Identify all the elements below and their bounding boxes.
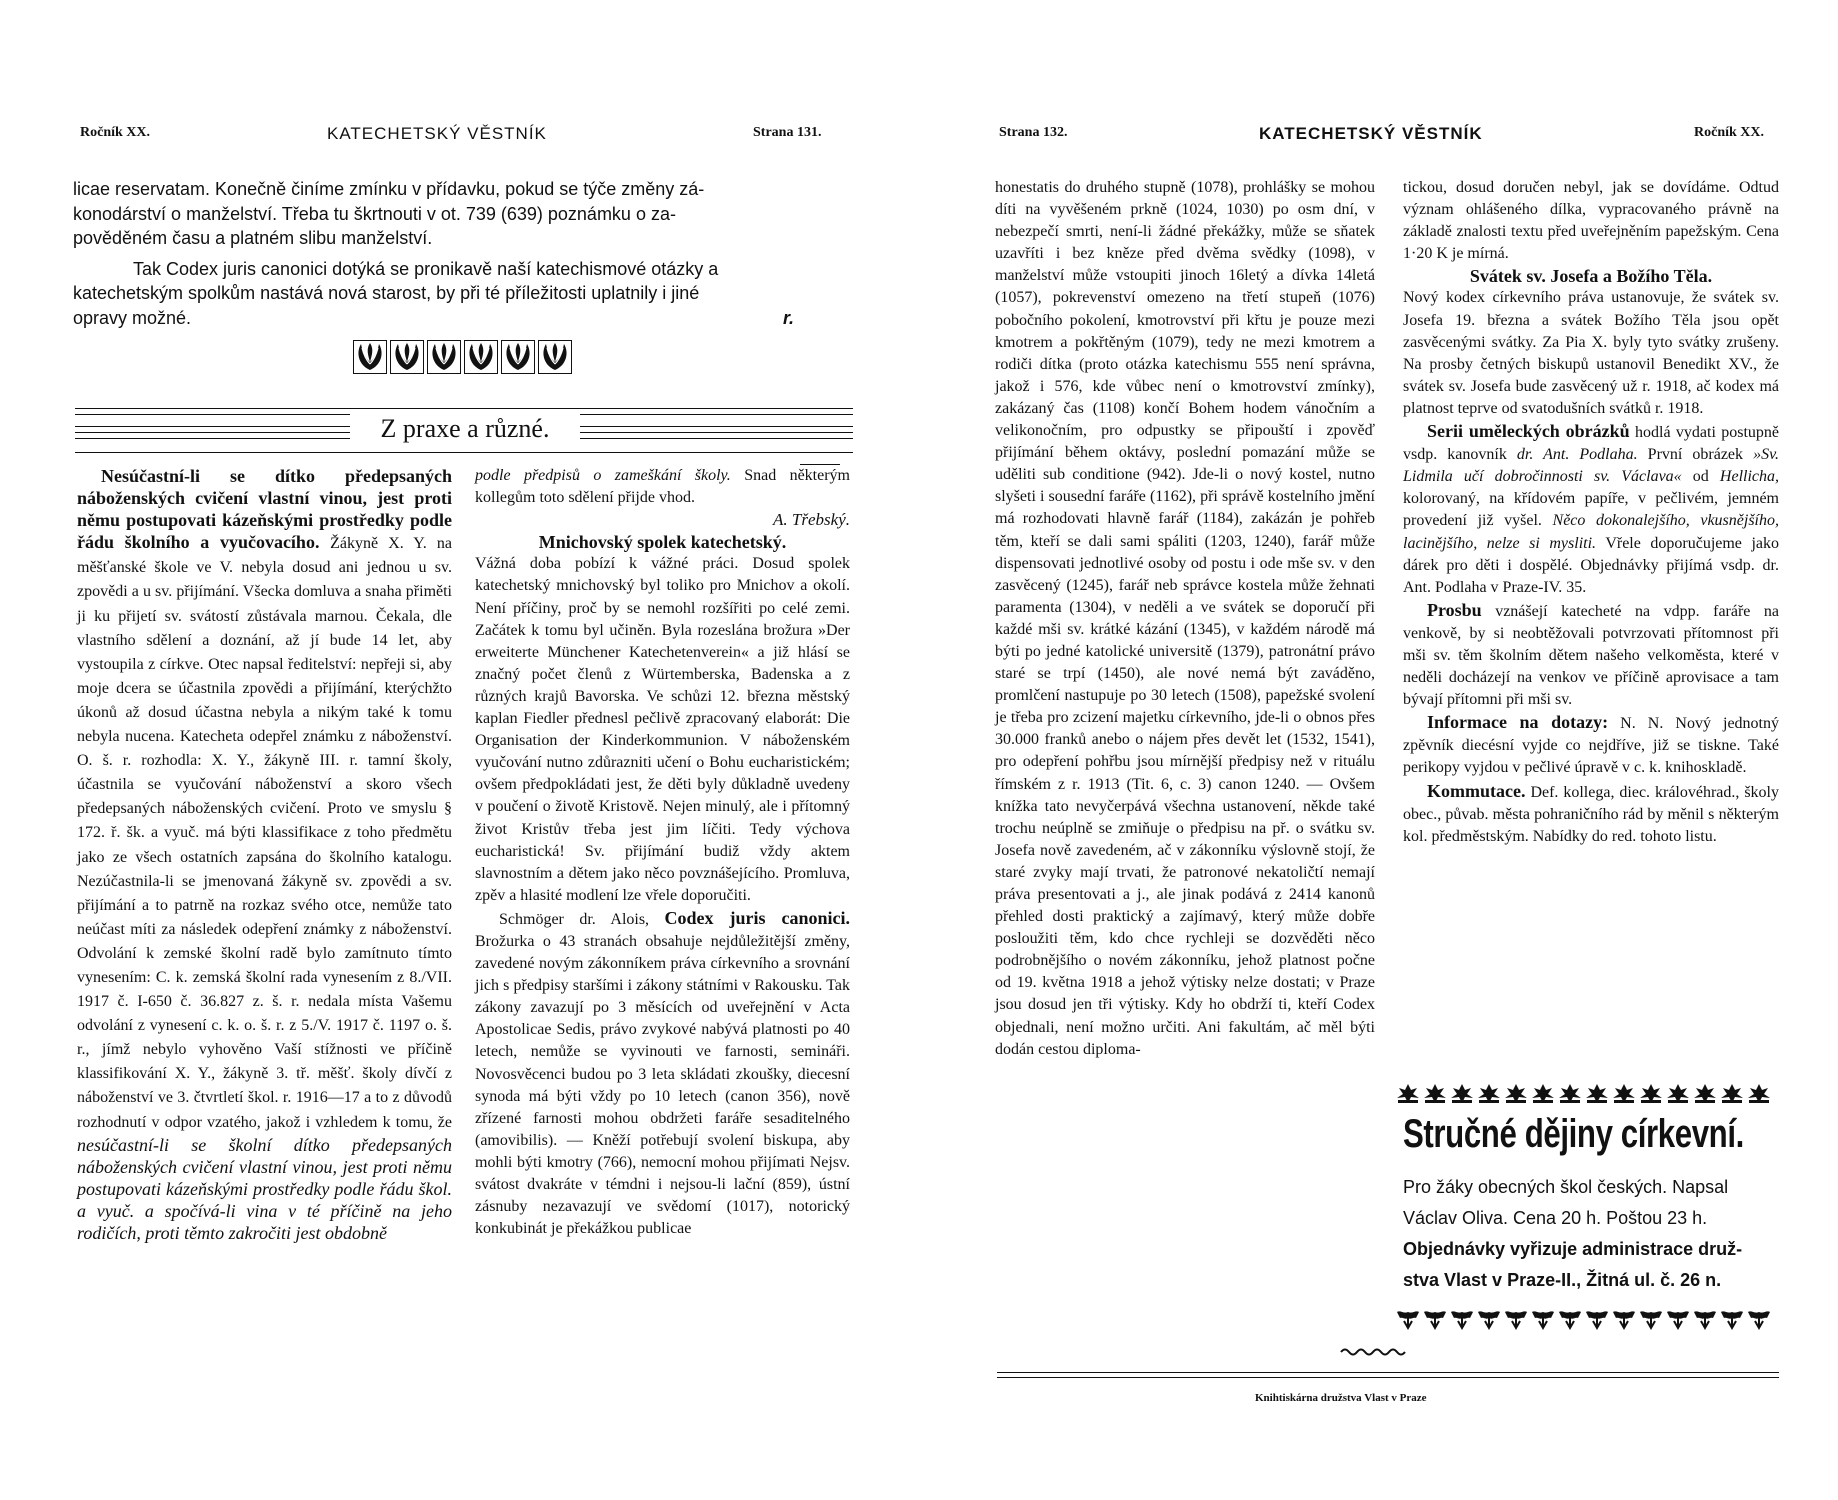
page-number: Strana 132. (999, 125, 1068, 140)
heading-serii: Serii uměleckých obrázků (1427, 421, 1630, 442)
ad-title: Stručné dějiny církevní. (1403, 1112, 1744, 1156)
left-column-2: podle předpisů o zameškání školy. Snad některým kollegům toto sdělení přijde vhod. A. Třebský. Mnichovský spolek katechetský. Vážná doba pobízí k vážné práci. Dosud spolek katechetský mnichovský byl toliko pro Mnichov a okolí. Není příčiny, proč by se nemohl rozšířiti po celé zemi. Začátek k tomu byl učiněn. Byla rozeslána brožura »Der erweiterte Münchener Katechetenverein« a již hlásí se značný počet členů z Würtemberska, Badenska a z různých krajů Bavorska. Ve schůzi 12. března městský kaplan Fiedler přednesl pečlivě zpracovaný elaborát: Die Organisation der Kinderkommunion. V náboženském vyučování nutno zdůrazniti učení o Bohu eucharistickém; ovšem předpokládati jest, že děti byly důkladně uvedeny v poučení o životě Kristově. Nejen minulý, ale i přítomný život Kristův třeba jest jim líčiti. Tedy výchova eucharistická! Sv. přijímání budiž vždy aktem slavnostním a dětem jako něco povznášejícího. Promluva, zpěv a hlasité modlení lze vřele doporučiti. Schmöger dr. Alois, Codex juris canonici. Brožurka o 43 stranách obsahuje nejdůležitější změny, zavedené novým zákonníkem práva církevního a srovnání jich s předpisy staršími i zákony státními v Rakousku. Tak zákony zavazují po 3 měsících od uveřejnění v Acta Apostolicae Sedis, právo zvykové nabývá platnosti po 40 letech, nemůže se vyvinouti ve farnosti, semináři. Novosvěcenci budou po 3 leta skládati zkoušky, diecesní synoda má býti vždy po 10 letech (canon 356), nově zřízené farnosti mohou obdržeti faráře sesaditelného (amovibilis). — Kněží potřebují svolení biskupa, aby mohli býti kmotry (766), nemocní mohou přijímati Nejsv. svátost dvakráte v témdni i nejsou-li lační (859), ústní zásnuby nezavazují ve svědomí (1017), notorický konkubinát je překážkou publicae (475, 467, 851, 1238)
article-heading-2: Mnichovský spolek katechetský. (538, 532, 787, 553)
end-flourish (1339, 1344, 1409, 1362)
ad-description: Pro žáky obecných škol českých. Napsal Václav Oliva. Cena 20 h. Poštou 23 h. (1403, 1177, 1729, 1228)
section-rule-top-1 (75, 408, 853, 409)
ornament-divider (353, 340, 573, 379)
ad-order-info: Objednávky vyřizuje administrace druž- stva Vlast v Praze-II., Žitná ul. č. 26 n. (1403, 1239, 1743, 1290)
heading-informace: Informace na dotazy: (1427, 712, 1609, 733)
heading-svatek: Svátek sv. Josefa a Božího Těla. (1469, 266, 1713, 287)
journal-title: KATECHETSKÝ VĚSTNÍK (327, 124, 547, 143)
article-heading-1: Nesúčastní-li se dítko předepsaných náboženských cvičení vlastní vinou, jest proti němu postupovati kázeňskými prostředky podle řádu školního a vyučovacího. Žákyně X. Y. na měšťanské škole ve V. nebyla dosud ani jednou u sv. zpovědi a u sv. přijímání. Všecka domluva a snaha přiměti ji ku přijetí sv. svátostí zůstávala marnou. Čekala, dle vlastního sdělení a doznání, až jí bude 14 let, aby vystoupila z církve. Otec napsal ředitelství: nepřeji si, aby moje dcera se účastnila zpovědi a přijímání, kterýchžto úkonů až dosud účastna nebyla a nikým také k tomu nebyla nucena. Katecheta odepřel známku z náboženství. O. š. r. rozhodla: X. Y., žákyně III. r. tamní školy, účastnila se vyučování náboženství a skoro všech předepsaných náboženských cvičení. Proto ve smyslu § 172. ř. šk. a vyuč. má býti klassifikace z toho předmětu jako ze všech ostatních zapsána do školního katalogu. Nezúčastnila-li se jmenovaná žákyně sv. zpovědi a sv. přijímání a to patrně na rozkaz svého otce, nemůže tato neúčast míti za následek odepření známky z náboženství. Odvolání k zemské školní radě bylo zamítnuto tímto vynesením: C. k. zemská školní rada vynesením z 8./VII. 1917 č. I-650 č. 36.827 z. š. r. nedala místa Vašemu odvolání z vynesení c. k. o. š. r. z 5./V. 1917 č. 1197 o. š. r., jímž nebylo vyhověno Vaší stížnosti ve příčině klassifikování X. Y., žákyně 3. tř. měšť. školy dívčí z náboženství ve 3. čtvrtletí škol. r. 1916—17 a to z důvodů rozhodnutí v odpor vzatého, jakož i vzhledem k tomu, že nesúčastní-li se školní dítko předepsaných náboženských cvičení vlastní vinou, jest proti němu postupovati kázeňskými prostředky podle řádu škol. a vyuč. a spočívá-li vina v té příčině na jeho rodičích, proti těmto zakročiti jest obdobně (77, 466, 453, 1243)
right-column-1: honestatis do druhého stupně (1078), prohlášky se mohou díti na vyvěšeném prkně (1024, 1030) po osm dní, v nebezpečí smrti, není-li žádné překážky, může se sňatek uzavříti i bez kněze před dvěma svědky (1098), v manželství může vstoupiti jinoch 16letý a dívka 14letá (1057), pokrevenství omezeno na třetí stupeň (1076) pobočního pokolení, kmotrovství při křtu je pouze mezi kmotrem a pokřtěným (1079), tedy ne mezi kmotrem a rodiči dítka (proto otázka katechismu 555 není správna, jakož i 576, kde vůbec není o kmotrovství zmínky), zakázaný čas (1108) končí Bohem hodem vánočním a velikonočním, pro odpustky se připouští i zpověď přijímání během oktávy, poslední pomazání může se uděliti sub conditione (942). Jde-li o nový kostel, nutno slyšeti i sousední faráře (1162), při správě kostelního jmění má rozhodovati hlavně farář (1184), zakázán je pohřeb těm, kteří se dali sami spáliti (1203, 1240), farář může dispensovati jednotlivé osoby od postu i ode mše sv. v den zasvěcený (1245), farář neb správce kostela může žehnati paramenta (1304), v neděli a ve svátek se doporučí při každé mši sv. krátké kázání (1345), v každém národě má býti po jedné katolické universitě (1379), patronátní právo staré se trpí (1450), ale nové nemá být zaváděno, promlčení nastupuje po 30 letech (1508), papežské svolení je třeba pro zcizení majetku církevního, jde-li o obnos přes 30.000 franků anebo o nájem přes devět let (1532, 1541), pro odepření pohřbu jsou mírnější předpisy než v rituálu římském z r. 1913 (Tit. 6, c. 3) canon 1240. — Ovšem knížka tato nevyčerpává všechna ustanovení, někde také trochu neúplně se zmiňuje o předpisu na př. o svátku sv. Josefa nově zavedeném, ač v zákonníku výslovně stojí, že staré zvyky mají trvati, že patronové nekatoličtí nemají práva presentovati a j., ale jinak podává z 2414 kanonů přehled dosti praktický a zajímavý, který může dobře posloužiti těm, kdo chce rychleji se dozvěděti něco podrobnějšího o novém zákonníku, jehož platnost počne od 19. května 1918 a jehož výtisky nelze dostati; v Praze jsou dosud jen tři výtisky. Kdy ho obdrží ti, kteří Codex objednali, není možno určiti. Ani fakultám, ač měl býti dodán cestou diploma- (995, 179, 1375, 1058)
article-signature: A. Třebský. (773, 510, 850, 530)
ad-border-top (1395, 1082, 1780, 1111)
volume-label: Ročník XX. (80, 125, 151, 140)
right-page (919, 0, 1838, 1500)
footer-rule-1 (997, 1372, 1779, 1373)
intro-signature: r. (783, 307, 795, 328)
section-rule-bottom (75, 452, 853, 453)
intro-text: licae reservatam. Konečně činíme zmínku v přídavku, pokud se týče změny zá- konodárství o manželství. Třeba tu škrtnouti v ot. 739 (639) poznámku o za- pověděném času a platném slibu manželství. Tak Codex juris canonici dotýká se pronikavě naší katechismové otázky a katechetským spolkům nastává nová starost, by při té příležitosti uplatnily i jiné opravy možné. r. (73, 177, 853, 330)
printer-imprint: Knihtiskárna družstva Vlast v Praze (1255, 1392, 1427, 1404)
footer-rule-2 (997, 1377, 1779, 1378)
journal-title: KATECHETSKÝ VĚSTNÍK (1259, 124, 1483, 143)
codex-title: Codex juris canonici. (664, 907, 850, 928)
heading-kommutace: Kommutace. (1427, 780, 1526, 801)
heading-prosbu: Prosbu (1427, 599, 1482, 620)
page-number: Strana 131. (753, 125, 822, 140)
ad-border-bottom (1395, 1308, 1780, 1337)
right-column-2: tickou, dosud doručen nebyl, jak se dovídáme. Odtud význam ohlášeného dílka, vypracovaného právně na základě znalosti textu před uveřejněním papežským. Cena 1·20 K je mírná. Svátek sv. Josefa a Božího Těla. Nový kodex církevního práva ustanovuje, že svátek sv. Josefa 19. března a svátek Božího Těla jsou opět zasvěcenými svátky. Za Pia X. byly tyto svátky zrušeny. Na prosby četných biskupů ustanovil Benedikt XV., že svátek sv. Josefa bude zasvěcený už r. 1918, ač kodex má platnost teprve od svatodušních svátků r. 1918. Serii uměleckých obrázků hodlá vydati postupně vsdp. kanovník dr. Ant. Podlaha. První obrázek »Sv. Lidmila učí dobročinnosti sv. Václava« od Hellicha, kolorovaný, na křídovém papíře, v pečlivém, jemném provedení již vyšel. Něco dokonalejšího, vkusnějšího, lacinějšího, nelze si mysliti. Vřele doporučujeme jako dárek pro děti i dospělé. Objednávky přijímá vsdp. dr. Ant. Podlaha v Praze-IV. 35. Prosbu vznášejí katecheté na vdpp. faráře na venkově, by si neobtěžovali potvrzovati přítomnost při mši sv. těm školním dětem našeho velkoměsta, které v neděli docházejí na venkov ve příčině aprovisace a tam bývají přítomni při mši sv. Informace na dotazy: N. N. Nový jednotný zpěvník diecésní vyjde co nejdříve, již se tiskne. Také perikopy vyjdou v pečlivé úpravě v c. k. knihoskladě. Kommutace. Def. kollega, diec. královéhrad., školy obec., půvab. města pohraničního rád by měnil s některým kol. předměstským. Nabídky do red. tohoto listu. (1403, 179, 1780, 845)
volume-label: Ročník XX. (1694, 125, 1765, 140)
section-title: Z praxe a různé. (350, 410, 580, 448)
left-column-1 (77, 465, 452, 1244)
